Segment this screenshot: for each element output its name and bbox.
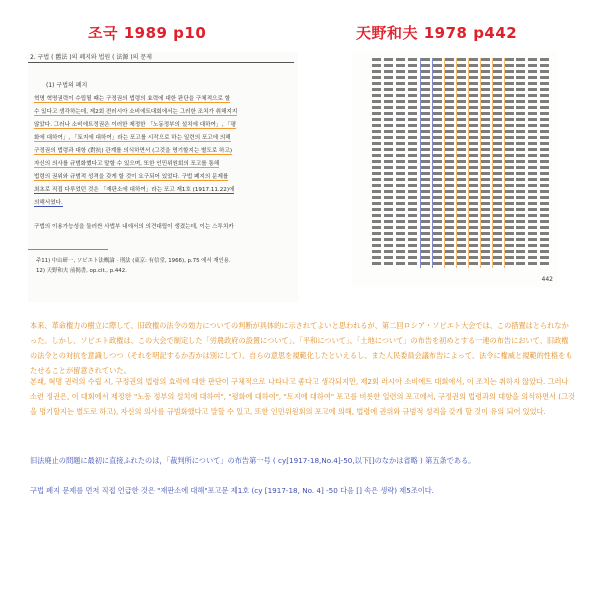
vertical-text-column (504, 58, 514, 268)
right-source-header: 天野和夫 1978 p442 (356, 24, 518, 42)
vertical-text-column (456, 58, 466, 268)
japanese-quote-line: 旧法廃止の問題に最初に直接ふれたのは，「裁判所について」の布告第一号 ( cy[1917-18,No.4]-50,以下[]のなかは省略 ) 第五条である。 (30, 456, 476, 465)
vertical-text-column (432, 58, 442, 268)
footnote: 12) 天野和夫 前揭書, op.cit., p.442. (36, 268, 127, 274)
running-head: 2. 구법 ( 舊法 )의 폐지와 법원 ( 法源 )의 문제 (30, 54, 152, 61)
vertical-text-column (468, 58, 478, 268)
page-line: 최초로 직접 다루었던 것은 「재판소에 대하여」라는 포고 제1호 (1917.11.22)에 (34, 187, 235, 193)
japanese-book-page-scan (352, 52, 557, 287)
page-line: 자신의 의사를 규범화했다고 말할 수 있으며, 또한 인민위원회의 포고를 통해 (34, 161, 220, 167)
subsection-heading: (1) 구법의 폐지 (46, 82, 88, 89)
vertical-text-column (420, 58, 430, 268)
korean-translation-line: 구법 폐지 문제를 먼저 직접 언급한 것은 "재판소에 대해"포고문 제1호 (cy [1917-18, No. 4] -50 다음 [] 속은 생략) 제5조이다. (30, 486, 434, 495)
page-number: 442 (541, 276, 553, 283)
korean-book-page-scan (28, 52, 298, 302)
page-line: 법령의 권위와 규범적 성격을 갖게 할 것이 요구되어 있었다. 구법 폐지의 문제를 (34, 174, 229, 180)
page-line: 의해서였다. (34, 200, 63, 206)
vertical-text-column (528, 58, 537, 268)
japanese-quote-paragraph: 本来、革命権力の樹立に際して、旧政権の法令の効力についての判断が具体的に示されてよいと思われるが、第二回ロシア・ソビエト大会では、この措置はとられなかった。しかし、ソビエト政権は、この大会で制定した「労農政府の設置について」、「平和について」、「土地について」の布告を初めとする一連の布告において、旧政権の法令との対抗を意識しつつ（それを明記するか否かは別にして）、自らの意思を規範化したといえるし、また人民委員会議布告によって、法令に権威と規範的性格をもたせることが留意されていた。 (30, 321, 573, 375)
vertical-text-column (444, 58, 454, 268)
vertical-text-column (372, 58, 381, 268)
header-rule (28, 62, 294, 63)
page-line: 구법의 이용가능성을 둘러싼 사법부 내에서의 의견대립이 생겼는데, 이는 스투치카 (34, 224, 234, 230)
page-line: 수 있다고 생각하는데, 제2회 전러시아 소비에트대회에서는 그러한 조치가 취해지지 (34, 109, 238, 115)
vertical-text-column (480, 58, 490, 268)
page-line: 않았다. 그러나 소비에트정권은 이러한 제정한 「노동정부의 설치에 대하여」, 「평 (34, 122, 237, 128)
vertical-text-column (516, 58, 525, 268)
footnote: 주11) 中山研一, ソビエト法概論 · 刑法 (東京: 有信堂, 1966), p.75 에서 재인용. (36, 258, 231, 264)
vertical-text-column (540, 58, 549, 268)
korean-translation-paragraph: 본래, 혁명 권력의 수립 시, 구정권의 법령의 효력에 대한 판단이 구체적으로 나타나고 좋다고 생각되지만, 제2회 러시아 소비에트 대회에서, 이 조치는 취하지 않았다. 그러나 소련 정권은, 이 대회에서 제정한 "노동 정부의 설치에 대하여", "평화에 대하여", "토지에 대하여" 포고를 비롯한 일련의 포고에서, 구정권의 법령과의 대항을 의식하면서 (그것을 명기할지는 별도로 하고), 자신의 의사를 규범화했다고 말할 수 있고, 또한 인민위원회의 포고에 의해, 법령에 권위와 규범적 성격을 갖게 할 것이 유의 되어 있었다. (30, 377, 575, 416)
page-line: 화에 대하여」, 「토지에 대하여」라는 포고를 시작으로 하는 일련의 포고에 의해 (34, 135, 231, 141)
footnote-rule (28, 249, 108, 250)
page-line: 혁명 혁명권력이 수립될 때는 구정권의 법령의 효력에 대한 판단을 구체적으로 할 (34, 96, 231, 102)
vertical-text-column (384, 58, 393, 268)
vertical-text-column (492, 58, 502, 268)
left-source-header: 조국 1989 p10 (88, 24, 207, 42)
page-line: 구정권의 법령과 대항 (對抗) 관계를 의식하면서 (그것을 명기할지는 별도로 하고) (34, 148, 233, 154)
vertical-text-column (408, 58, 417, 268)
vertical-text-column (396, 58, 405, 268)
